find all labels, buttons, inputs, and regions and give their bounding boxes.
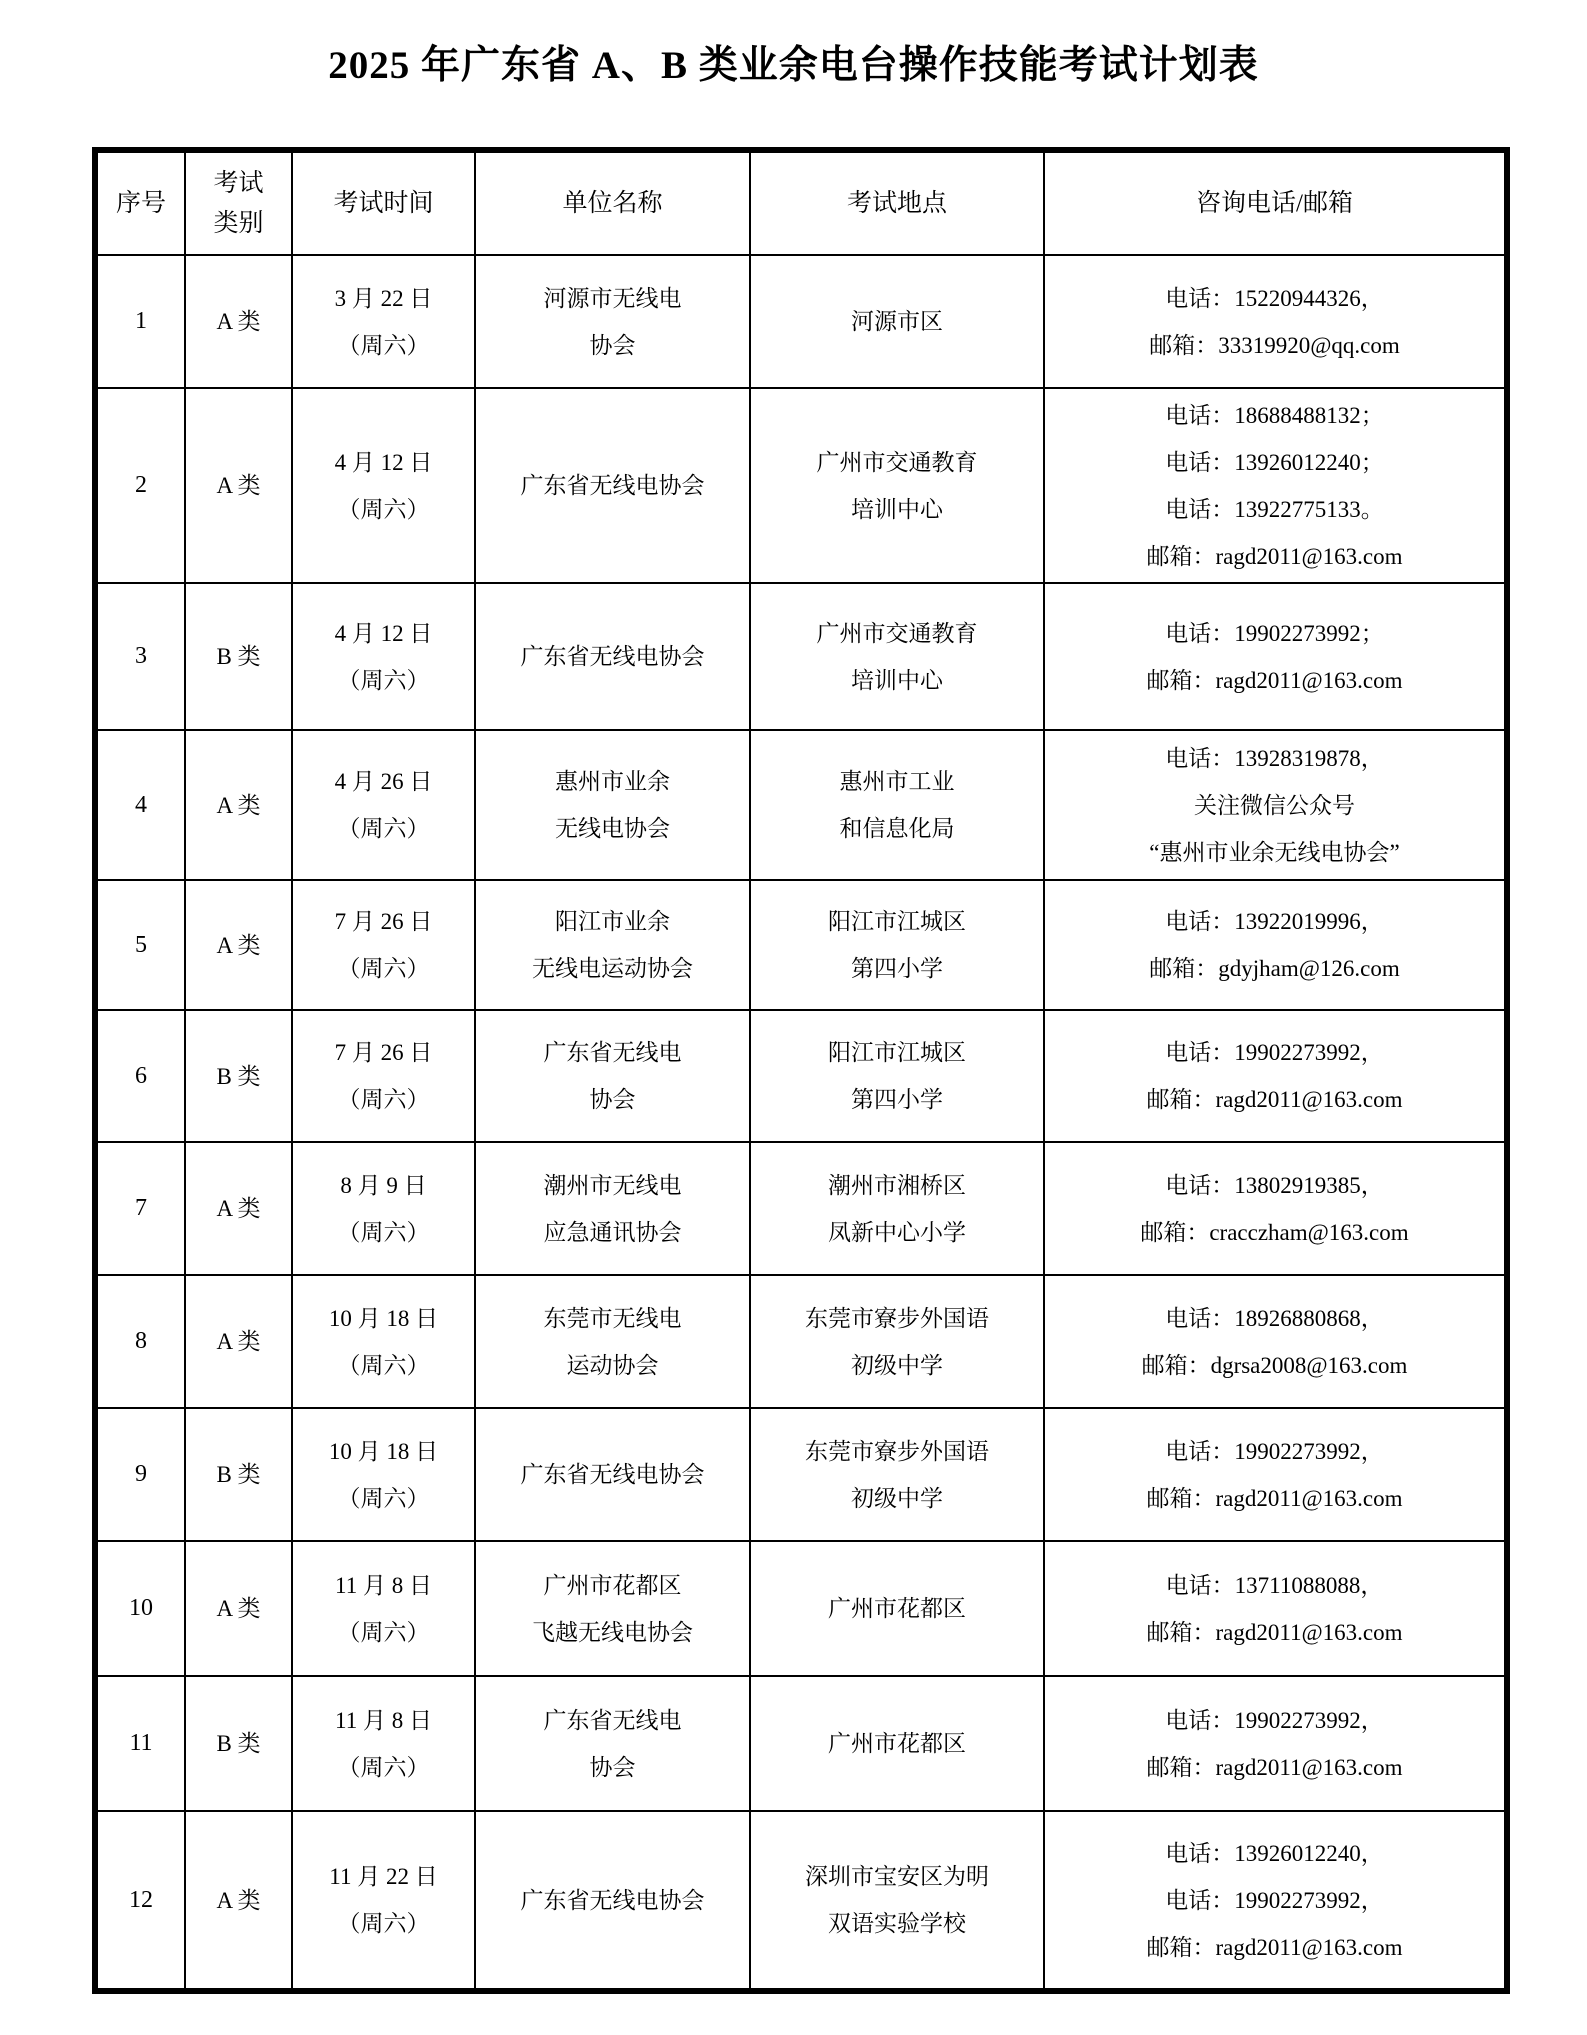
cell-unit (475, 1142, 750, 1275)
cell-category (185, 880, 292, 1010)
cell-date (292, 880, 475, 1010)
cell-unit (475, 583, 750, 730)
cell-no (95, 1010, 185, 1142)
cell-date (292, 583, 475, 730)
cell-text: 东莞市寮步外国语 (805, 1305, 989, 1331)
cell-text: B 类 (216, 1462, 261, 1487)
cell-category (185, 730, 292, 880)
cell-category (185, 1010, 292, 1142)
cell-location (750, 1676, 1044, 1811)
cell-text: 潮州市湘桥区 (828, 1172, 966, 1198)
cell-contact (1044, 1408, 1507, 1541)
cell-text: 深圳市宝安区为明 (805, 1864, 989, 1889)
cell-category (185, 1275, 292, 1408)
cell-text: 河源市无线电 (543, 285, 682, 311)
cell-text: （周六） (337, 1485, 430, 1511)
cell-text: （周六） (337, 1352, 430, 1378)
table-row (95, 730, 1507, 880)
cell-contact (1044, 1275, 1507, 1408)
cell-text: 邮箱：33319920@qq.com (1149, 332, 1400, 358)
cell-text: （周六） (337, 332, 430, 358)
cell-text: 电话：19902273992， (1165, 1887, 1384, 1913)
table-body (95, 255, 1507, 1991)
cell-text: 第四小学 (851, 1087, 943, 1112)
cell-category (185, 255, 292, 388)
cell-text: 3 (135, 643, 147, 669)
cell-text: 广东省无线电协会 (520, 1462, 705, 1487)
cell-text: （周六） (337, 1619, 430, 1645)
exam-schedule-table (92, 147, 1510, 1994)
cell-location (750, 1142, 1044, 1275)
cell-text: 邮箱：cracczham@163.com (1140, 1219, 1409, 1245)
cell-no (95, 1275, 185, 1408)
cell-no (95, 730, 185, 880)
cell-text: B 类 (216, 644, 261, 669)
column-header-text: 考试地点 (846, 189, 947, 217)
cell-text: 电话：13928319878， (1165, 745, 1384, 771)
cell-text: 广东省无线电 (543, 1040, 682, 1065)
cell-unit (475, 388, 750, 583)
table-row (95, 1408, 1507, 1541)
cell-location (750, 583, 1044, 730)
cell-text: 协会 (589, 1087, 636, 1112)
cell-text: A 类 (216, 473, 261, 498)
cell-date (292, 255, 475, 388)
cell-date (292, 730, 475, 880)
cell-date (292, 1541, 475, 1676)
table-row (95, 1676, 1507, 1811)
cell-text: （周六） (337, 1911, 430, 1936)
cell-text: 11 (129, 1730, 153, 1756)
cell-contact (1044, 583, 1507, 730)
cell-text: A 类 (216, 309, 261, 334)
cell-text: A 类 (216, 792, 261, 818)
cell-text: 电话：19902273992， (1165, 1040, 1384, 1065)
cell-text: 和信息化局 (839, 816, 955, 841)
cell-text: 电话：19902273992； (1165, 620, 1384, 646)
cell-no (95, 583, 185, 730)
cell-text: 第四小学 (851, 956, 943, 981)
cell-text: （周六） (337, 816, 430, 841)
cell-text: （周六） (337, 1754, 430, 1780)
cell-location (750, 730, 1044, 880)
column-header-text: 考试时间 (333, 189, 434, 217)
cell-text: 5 (135, 931, 147, 958)
table-header-row (95, 150, 1507, 255)
cell-text: 4 月 26 日 (334, 769, 433, 794)
table-header (95, 150, 1507, 255)
cell-text: A 类 (216, 932, 261, 958)
cell-contact (1044, 730, 1507, 880)
cell-text: 应急通讯协会 (543, 1219, 682, 1245)
cell-text: B 类 (216, 1731, 261, 1756)
cell-unit (475, 730, 750, 880)
cell-text: 电话：19902273992， (1165, 1707, 1384, 1733)
cell-text: 邮箱：ragd2011@163.com (1146, 1485, 1403, 1511)
column-header-text: 考试 (213, 169, 264, 197)
cell-text: 广东省无线电 (543, 1707, 682, 1733)
cell-text: 电话：19902273992， (1165, 1438, 1384, 1464)
cell-text: 12 (129, 1886, 153, 1913)
cell-text: 运动协会 (566, 1352, 659, 1378)
cell-text: 10 月 18 日 (328, 1305, 439, 1331)
table-row (95, 1275, 1507, 1408)
table-row (95, 1541, 1507, 1676)
cell-date (292, 1811, 475, 1991)
cell-text: 广东省无线电协会 (520, 644, 705, 669)
cell-location (750, 1275, 1044, 1408)
column-header-no (95, 150, 185, 255)
cell-unit (475, 880, 750, 1010)
cell-no (95, 255, 185, 388)
column-header-location (750, 150, 1044, 255)
cell-text: 11 月 22 日 (329, 1864, 438, 1889)
cell-text: 广州市花都区 (828, 1596, 966, 1621)
cell-text: 广州市花都区 (828, 1731, 966, 1756)
cell-text: 11 月 8 日 (335, 1707, 432, 1733)
cell-text: 广州市花都区 (543, 1572, 682, 1598)
column-header-category (185, 150, 292, 255)
cell-text: 阳江市江城区 (828, 909, 966, 934)
cell-unit (475, 1676, 750, 1811)
cell-text: 协会 (589, 332, 636, 358)
cell-text: 初级中学 (851, 1485, 943, 1511)
cell-text: 6 (135, 1062, 147, 1089)
cell-date (292, 1408, 475, 1541)
cell-text: 培训中心 (851, 496, 943, 522)
cell-date (292, 388, 475, 583)
cell-text: 邮箱：gdyjham@126.com (1149, 956, 1400, 981)
table-row (95, 880, 1507, 1010)
column-header-text: 咨询电话/邮箱 (1196, 189, 1353, 217)
column-header-date (292, 150, 475, 255)
cell-text: 8 月 9 日 (340, 1172, 427, 1198)
cell-text: （周六） (337, 667, 430, 693)
cell-text: （周六） (337, 956, 430, 981)
cell-contact (1044, 1541, 1507, 1676)
table-row (95, 1811, 1507, 1991)
cell-text: 7 月 26 日 (334, 909, 433, 934)
cell-no (95, 1811, 185, 1991)
column-header-text: 类别 (213, 209, 264, 237)
cell-category (185, 1541, 292, 1676)
table-row (95, 388, 1507, 583)
cell-location (750, 880, 1044, 1010)
cell-text: 8 (135, 1328, 147, 1354)
cell-category (185, 388, 292, 583)
table-row (95, 255, 1507, 388)
cell-text: 电话：13802919385， (1165, 1172, 1384, 1198)
cell-contact (1044, 1142, 1507, 1275)
cell-unit (475, 1408, 750, 1541)
cell-text: 电话：15220944326， (1165, 285, 1384, 311)
cell-text: 9 (135, 1461, 147, 1487)
cell-text: 邮箱：ragd2011@163.com (1146, 667, 1403, 693)
cell-text: 1 (135, 308, 147, 334)
cell-text: 阳江市江城区 (828, 1040, 966, 1065)
cell-unit (475, 1811, 750, 1991)
cell-location (750, 1408, 1044, 1541)
cell-text: 10 (129, 1595, 153, 1621)
cell-text: 3 月 22 日 (334, 285, 433, 311)
column-header-unit (475, 150, 750, 255)
cell-category (185, 1676, 292, 1811)
cell-date (292, 1010, 475, 1142)
cell-text: 邮箱：dgrsa2008@163.com (1141, 1352, 1408, 1378)
cell-text: 双语实验学校 (828, 1911, 966, 1936)
cell-text: 河源市区 (851, 309, 943, 334)
cell-date (292, 1275, 475, 1408)
cell-text: 无线电运动协会 (532, 956, 693, 981)
cell-text: 电话：18926880868， (1165, 1305, 1384, 1331)
cell-text: 电话：13926012240， (1165, 1840, 1384, 1866)
cell-text: 邮箱：ragd2011@163.com (1146, 1087, 1403, 1112)
table-row (95, 583, 1507, 730)
cell-text: 10 月 18 日 (328, 1438, 439, 1464)
column-header-text: 单位名称 (562, 189, 663, 217)
cell-text: 无线电协会 (555, 816, 670, 841)
cell-unit (475, 1010, 750, 1142)
cell-text: A 类 (216, 1596, 261, 1621)
cell-text: 11 月 8 日 (335, 1572, 432, 1598)
cell-contact (1044, 388, 1507, 583)
cell-unit (475, 255, 750, 388)
cell-date (292, 1676, 475, 1811)
cell-text: （周六） (337, 1219, 430, 1245)
cell-text: （周六） (337, 496, 430, 522)
cell-location (750, 1811, 1044, 1991)
column-header-text: 序号 (115, 189, 166, 217)
cell-unit (475, 1275, 750, 1408)
cell-text: 潮州市无线电 (543, 1172, 682, 1198)
cell-text: 电话：13922019996， (1165, 909, 1384, 934)
cell-text: A 类 (216, 1329, 261, 1354)
cell-contact (1044, 1010, 1507, 1142)
cell-contact (1044, 1811, 1507, 1991)
cell-text: 广东省无线电协会 (520, 473, 705, 498)
cell-text: 惠州市工业 (839, 769, 955, 794)
cell-category (185, 583, 292, 730)
cell-date (292, 1142, 475, 1275)
cell-text: 4 月 12 日 (334, 620, 433, 646)
cell-contact (1044, 880, 1507, 1010)
cell-contact (1044, 1676, 1507, 1811)
cell-text: 7 (135, 1195, 147, 1221)
column-header-contact (1044, 150, 1507, 255)
cell-location (750, 1541, 1044, 1676)
cell-text: 4 月 12 日 (334, 449, 433, 475)
cell-text: 培训中心 (851, 667, 943, 693)
cell-text: 邮箱：ragd2011@163.com (1146, 1754, 1403, 1780)
cell-no (95, 1541, 185, 1676)
cell-text: 惠州市业余 (555, 769, 670, 794)
cell-text: 电话：13926012240； (1165, 449, 1384, 475)
cell-text: 4 (135, 791, 147, 818)
cell-location (750, 1010, 1044, 1142)
table-row (95, 1010, 1507, 1142)
cell-no (95, 880, 185, 1010)
cell-text: 初级中学 (851, 1352, 943, 1378)
cell-no (95, 1676, 185, 1811)
cell-contact (1044, 255, 1507, 388)
cell-text: 凤新中心小学 (828, 1219, 966, 1245)
cell-text: A 类 (216, 1196, 261, 1221)
cell-text: 2 (135, 472, 147, 498)
cell-text: 7 月 26 日 (334, 1040, 433, 1065)
cell-text: B 类 (216, 1063, 261, 1089)
cell-text: 协会 (589, 1754, 636, 1780)
cell-text: “惠州市业余无线电协会” (1149, 839, 1400, 865)
cell-no (95, 1408, 185, 1541)
cell-text: 邮箱：ragd2011@163.com (1146, 1934, 1403, 1960)
cell-text: 东莞市寮步外国语 (805, 1438, 989, 1464)
cell-text: 阳江市业余 (555, 909, 670, 934)
cell-text: A 类 (216, 1887, 261, 1913)
cell-text: 广州市交通教育 (816, 620, 978, 646)
cell-text: 电话：13711088088， (1165, 1572, 1384, 1598)
page-title: 2025 年广东省 A、B 类业余电台操作技能考试计划表 (328, 44, 1259, 87)
cell-location (750, 388, 1044, 583)
cell-category (185, 1142, 292, 1275)
cell-unit (475, 1541, 750, 1676)
cell-no (95, 388, 185, 583)
cell-text: 飞越无线电协会 (532, 1619, 693, 1645)
cell-text: 关注微信公众号 (1194, 792, 1355, 818)
cell-text: 广东省无线电协会 (520, 1887, 705, 1913)
cell-text: 电话：18688488132； (1165, 402, 1384, 428)
cell-text: 广州市交通教育 (816, 449, 978, 475)
table-row (95, 1142, 1507, 1275)
cell-category (185, 1408, 292, 1541)
cell-text: （周六） (337, 1087, 430, 1112)
cell-text: 邮箱：ragd2011@163.com (1146, 1619, 1403, 1645)
cell-location (750, 255, 1044, 388)
cell-text: 邮箱：ragd2011@163.com (1146, 543, 1403, 569)
cell-text: 电话：13922775133。 (1165, 496, 1384, 522)
cell-text: 东莞市无线电 (543, 1305, 682, 1331)
cell-no (95, 1142, 185, 1275)
cell-category (185, 1811, 292, 1991)
